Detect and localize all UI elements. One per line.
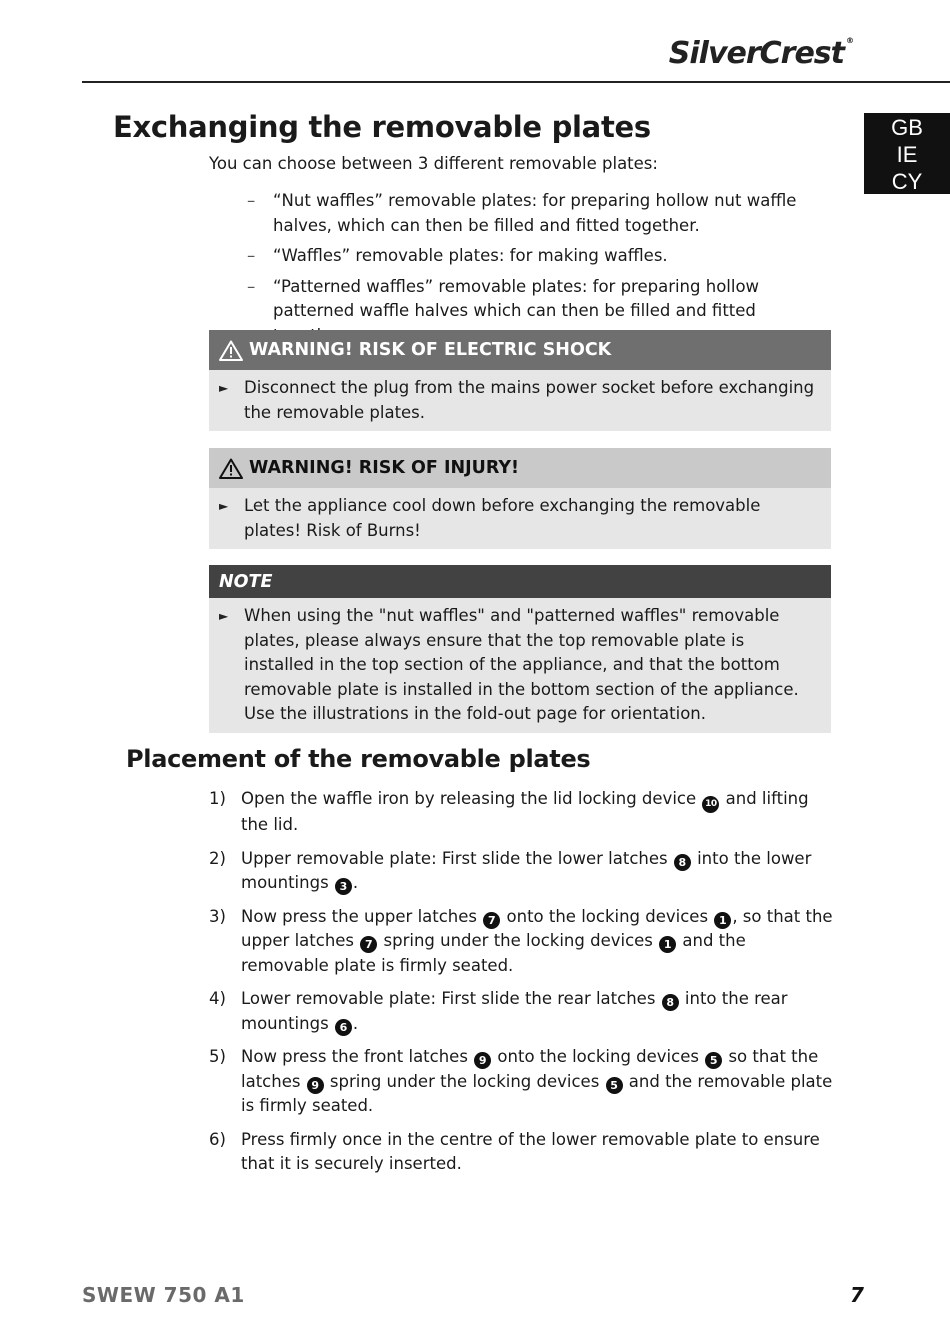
step-text: , so that the upper latches [241, 906, 833, 950]
lang-ie: IE [896, 142, 918, 167]
part-number-badge: 5 [606, 1077, 623, 1094]
note-text: When using the "nut waffles" and "patterned waffles" removable plates, please always ensure that the top removable plate is installed in the top section of the appliance, and that the bottom removable plate is installed in the bottom section of the appliance. Use the illustrations in the fold-out page for orientation. [244, 606, 799, 723]
step-text: so that the latches [241, 1047, 819, 1091]
note-content [209, 598, 831, 733]
warning-text: Disconnect the plug from the mains power socket before exchanging the removable plates. [244, 378, 815, 422]
part-number-badge: 8 [662, 994, 679, 1011]
dash-bullet: – [247, 246, 256, 265]
step-text: spring under the locking devices [378, 931, 659, 950]
arrow-bullet: ► [219, 381, 229, 395]
warning-electric-shock-box [209, 330, 831, 431]
note-box [209, 565, 831, 733]
list-item [247, 189, 827, 238]
warning-injury-box [209, 448, 831, 549]
warning-header [209, 330, 831, 370]
warning-content [209, 370, 831, 431]
header-rule [82, 81, 950, 83]
warning-title: WARNING! RISK OF INJURY! [249, 458, 519, 478]
language-tab [864, 113, 950, 194]
intro-text: You can choose between 3 different removable plates: [209, 154, 658, 173]
step-text: into the lower mountings [241, 848, 812, 892]
warning-text: Let the appliance cool down before exchanging the removable plates! Risk of Burns! [244, 496, 761, 540]
part-number-badge: 5 [705, 1052, 722, 1069]
warning-title: WARNING! RISK OF ELECTRIC SHOCK [249, 340, 612, 360]
warning-triangle-icon [219, 458, 243, 479]
step-text: onto the locking devices [501, 906, 714, 926]
dash-bullet: – [247, 276, 256, 296]
part-number-badge: 6 [335, 1019, 352, 1036]
step-number: 6) [209, 1129, 226, 1149]
section-title: Exchanging the removable plates [113, 110, 651, 144]
step-text: onto the locking devices [492, 1047, 705, 1066]
list-item-text: “Waffles” removable plates: for making waffles. [273, 246, 668, 265]
warning-header [209, 448, 831, 488]
note-title: NOTE [219, 571, 273, 592]
arrow-bullet: ► [219, 609, 229, 623]
part-number-badge: 1 [714, 912, 731, 929]
step-number: 2) [209, 848, 226, 868]
part-number-badge: 9 [307, 1077, 324, 1094]
step-item [209, 787, 834, 838]
model-number: SWEW 750 A1 [82, 1283, 245, 1307]
step-item [209, 1128, 834, 1177]
part-number-badge: 3 [335, 878, 352, 895]
part-number-badge: 7 [483, 912, 500, 929]
step-text: and the removable plate is firmly seated. [241, 1071, 833, 1115]
lang-cy: CY [891, 169, 923, 194]
step-text: . [352, 1013, 359, 1033]
part-number-badge: 1 [659, 936, 676, 953]
page-number: 7 [850, 1283, 864, 1307]
step-number: 4) [209, 989, 226, 1008]
step-text: Now press the upper latches [241, 906, 483, 926]
step-item [209, 987, 834, 1036]
list-item-text: “Patterned waffles” removable plates: for preparing hollow patterned waffle halves which can then be filled and fitted [273, 276, 760, 320]
step-text: Upper removable plate: First slide the lower latches [241, 848, 673, 868]
step-text: . [352, 873, 359, 892]
subsection-title: Placement of the removable plates [126, 745, 591, 773]
registered-mark: ® [846, 36, 853, 45]
step-text: into the rear mountings [241, 989, 788, 1033]
brand-name: SilverCrest [668, 36, 844, 71]
list-item-text: “Nut waffles” removable plates: for preparing hollow nut waffle halves, which can then be filled and fitted together. [273, 191, 797, 235]
part-number-badge: 9 [474, 1052, 491, 1069]
step-text: and lifting the lid. [241, 789, 809, 834]
step-number: 1) [209, 789, 226, 808]
dash-bullet: – [247, 191, 256, 210]
step-item [209, 905, 834, 979]
placement-steps [209, 787, 834, 1186]
warning-content [209, 488, 831, 549]
step-text: and the removable plate is firmly seated. [241, 931, 746, 975]
step-item [209, 1045, 834, 1119]
step-text: Now press the front latches [241, 1047, 474, 1066]
lang-gb: GB [891, 115, 923, 140]
list-item [247, 244, 827, 269]
step-item [209, 847, 834, 896]
arrow-bullet: ► [219, 499, 229, 513]
step-text: Open the waffle iron by releasing the lid locking device [241, 789, 702, 808]
step-number: 3) [209, 906, 226, 926]
part-number-badge: 7 [360, 936, 377, 953]
part-number-badge: 8 [674, 854, 691, 871]
step-number: 5) [209, 1047, 226, 1066]
note-header [209, 565, 831, 598]
brand-logo [669, 36, 853, 71]
part-number-badge: 10 [702, 796, 719, 813]
step-text: Press firmly once in the centre of the lower removable plate to ensure that it is securely inserted. [241, 1129, 820, 1173]
step-text: Lower removable plate: First slide the rear latches [241, 989, 661, 1008]
step-text: spring under the locking devices [324, 1071, 605, 1091]
warning-triangle-icon [219, 340, 243, 361]
